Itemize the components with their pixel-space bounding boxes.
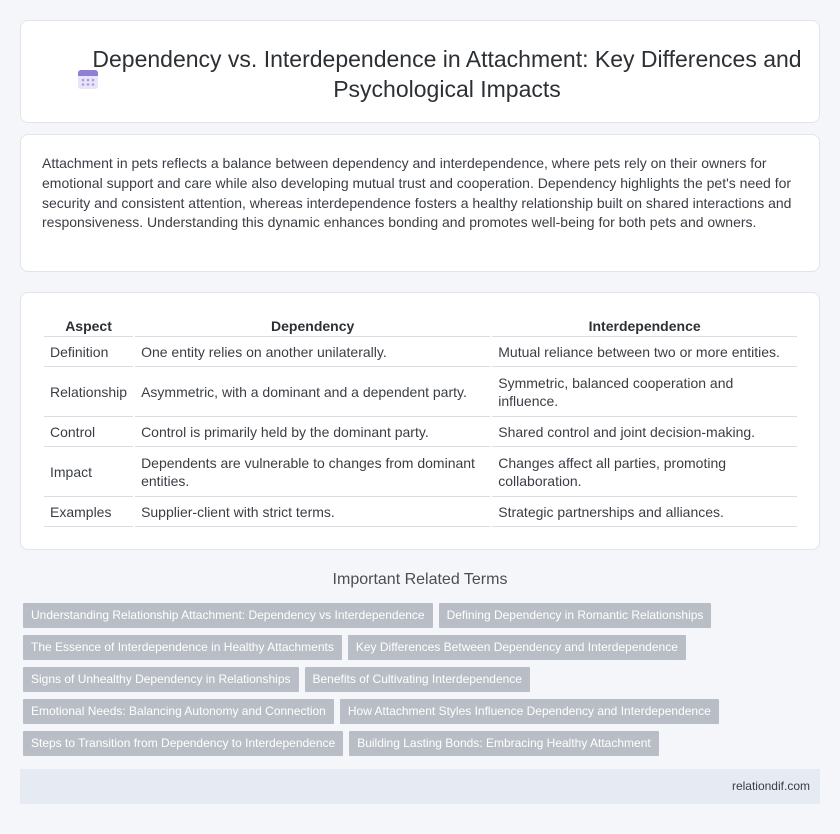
related-term-tag[interactable]: Understanding Relationship Attachment: Dependency vs Interdependence <box>23 603 433 628</box>
cell-aspect: Examples <box>44 497 133 527</box>
table-row <box>44 337 797 367</box>
cell-dependency: Supplier-client with strict terms. <box>135 497 490 527</box>
related-term-tag[interactable]: Benefits of Cultivating Interdependence <box>305 667 530 692</box>
cell-interdependence: Symmetric, balanced cooperation and influence. <box>492 367 797 417</box>
related-term-tag[interactable]: Defining Dependency in Romantic Relationships <box>439 603 712 628</box>
cell-interdependence: Mutual reliance between two or more entities. <box>492 337 797 367</box>
related-term-tag[interactable]: The Essence of Interdependence in Healthy Attachments <box>23 635 342 660</box>
intro-card <box>20 134 820 272</box>
cell-interdependence: Strategic partnerships and alliances. <box>492 497 797 527</box>
cell-aspect: Relationship <box>44 367 133 417</box>
related-term-tag[interactable]: Signs of Unhealthy Dependency in Relationships <box>23 667 299 692</box>
cell-aspect: Control <box>44 417 133 447</box>
related-terms-heading: Important Related Terms <box>332 571 508 588</box>
page-title: Dependency vs. Interdependence in Attachment: Key Differences and Psychological Impacts <box>92 46 802 102</box>
comparison-card <box>20 292 820 550</box>
related-term-tag[interactable]: Building Lasting Bonds: Embracing Healthy Attachment <box>349 731 659 756</box>
related-term-tag[interactable]: Emotional Needs: Balancing Autonomy and Connection <box>23 699 334 724</box>
table-header-row <box>44 315 797 337</box>
cell-aspect: Impact <box>44 447 133 497</box>
related-term-tag[interactable]: How Attachment Styles Influence Dependency and Interdependence <box>340 699 719 724</box>
cell-dependency: Dependents are vulnerable to changes from dominant entities. <box>135 447 490 497</box>
header-aspect: Aspect <box>44 315 133 337</box>
title-card <box>20 20 820 123</box>
cell-aspect: Definition <box>44 337 133 367</box>
intro-paragraph: Attachment in pets reflects a balance between dependency and interdependence, where pets rely on their owners for emotional support and care while also developing mutual trust and cooperation. Dependency highlights the pet's need for security and consistent attention, whereas interdependence fosters a healthy relationship built on shared interactions and responsiveness. Understanding this dynamic enhances bonding and promotes well-being for both pets and owners. <box>42 155 792 231</box>
cell-dependency: Asymmetric, with a dominant and a dependent party. <box>135 367 490 417</box>
comparison-table <box>42 315 799 527</box>
cell-dependency: One entity relies on another unilaterally. <box>135 337 490 367</box>
cell-interdependence: Changes affect all parties, promoting collaboration. <box>492 447 797 497</box>
header-interdependence: Interdependence <box>492 315 797 337</box>
related-term-tag[interactable]: Steps to Transition from Dependency to Interdependence <box>23 731 343 756</box>
footer <box>20 769 820 804</box>
table-row <box>44 367 797 417</box>
footer-site-link[interactable]: relationdif.com <box>731 779 810 793</box>
cell-interdependence: Shared control and joint decision-making. <box>492 417 797 447</box>
table-row <box>44 417 797 447</box>
header-dependency: Dependency <box>135 315 490 337</box>
related-term-tag[interactable]: Key Differences Between Dependency and Interdependence <box>348 635 686 660</box>
cell-dependency: Control is primarily held by the dominant party. <box>135 417 490 447</box>
table-row <box>44 497 797 527</box>
table-row <box>44 447 797 497</box>
related-terms-list <box>23 603 823 763</box>
